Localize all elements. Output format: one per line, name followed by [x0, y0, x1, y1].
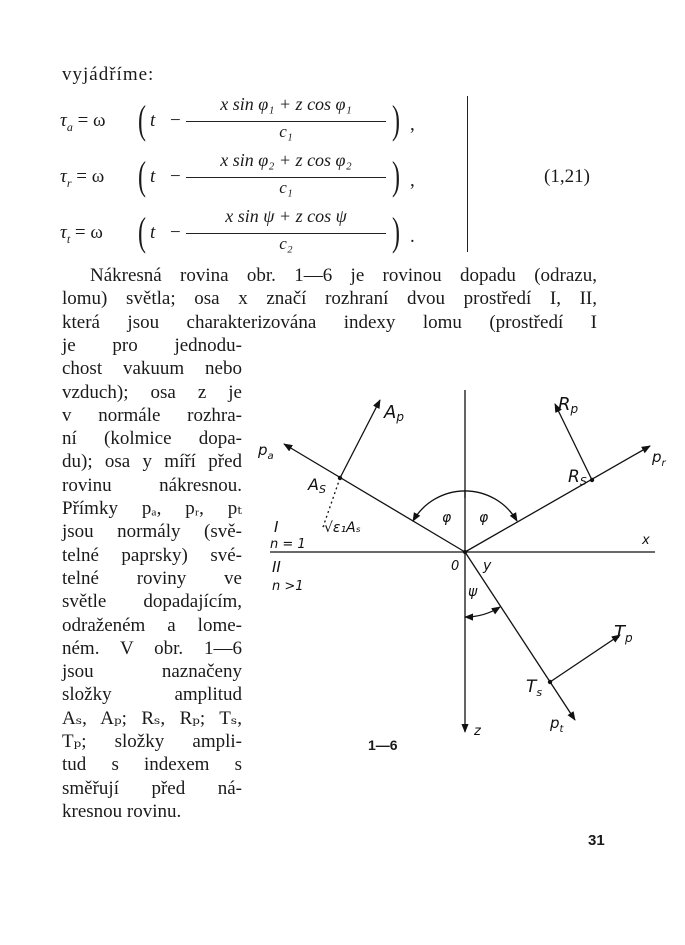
text-line: telné paprsky) své-	[62, 544, 242, 566]
tp-vector	[550, 635, 620, 682]
as-point	[338, 476, 342, 480]
text-line: kresnou rovinu.	[62, 800, 182, 822]
label-y: y	[483, 558, 492, 574]
eq-numerator: x sin φ₁ + z cos φ₁	[220, 94, 352, 114]
eq-minus: −	[170, 166, 181, 187]
label-rs: RS	[568, 467, 587, 488]
label-x: x	[642, 533, 650, 548]
equation-tau-r	[60, 150, 480, 200]
label-sqrt-eps-as: √ε₁Aₛ	[324, 520, 361, 536]
text-line: Tₚ; složky ampli-	[62, 731, 242, 753]
text-line: du); osa y míří před	[62, 451, 242, 473]
label-origin: 0	[451, 559, 460, 574]
equation-number: (1,21)	[544, 166, 590, 187]
angle-arc-psi	[465, 607, 500, 617]
equation-group-brace	[467, 96, 468, 252]
text-line: která jsou charakterizována indexy lomu (prostředí I	[62, 311, 597, 333]
eq-numerator: x sin ψ + z cos ψ	[225, 206, 347, 226]
eq-t: t	[150, 222, 156, 243]
eq-denominator: c₁	[279, 122, 293, 141]
text-line: Aₛ, Aₚ; Rₛ, Rₚ; Tₛ,	[62, 707, 242, 729]
paragraph-full	[62, 264, 597, 334]
open-paren: (	[138, 209, 146, 254]
label-medium-II: II	[272, 558, 281, 576]
eq-denominator: c₂	[279, 234, 293, 253]
eq-minus: −	[170, 110, 181, 131]
text-line: jsou naznačeny	[62, 661, 242, 683]
label-pt: $p_t$	[550, 714, 564, 735]
eq-denominator: c₁	[279, 178, 293, 197]
text-line: rovinu nákresnou.	[62, 474, 242, 496]
label-phi-right: φ	[479, 510, 489, 526]
eq-lhs: $\tau_a = \omega$	[60, 110, 106, 134]
close-paren: )	[392, 153, 400, 198]
figure-caption: 1—6	[368, 737, 398, 753]
eq-punct: ,	[410, 170, 415, 191]
label-pa: $p_a$	[258, 441, 274, 462]
text-line: ní (kolmice dopa-	[62, 428, 242, 450]
paragraph-column	[62, 334, 242, 823]
text-line: chost vakuum nebo	[62, 358, 242, 380]
open-paren: (	[138, 97, 146, 142]
eq-punct: .	[410, 226, 415, 247]
text-line: v normále rozhra-	[62, 404, 242, 426]
text-line: vzduch); osa z je	[62, 381, 242, 403]
text-line: složky amplitud	[62, 684, 242, 706]
equation-tau-t	[60, 206, 480, 256]
eq-lhs: $\tau_r = \omega$	[60, 166, 105, 190]
label-n1: n = 1	[270, 537, 306, 552]
ap-vector	[340, 400, 380, 478]
label-ap: Ap	[384, 402, 404, 424]
page-number: 31	[588, 832, 605, 849]
label-phi-left: φ	[442, 510, 452, 526]
label-pr: $p_r$	[652, 448, 666, 469]
label-tp: $T_p$	[614, 622, 633, 645]
label-as: AS	[308, 475, 326, 496]
text-line: světle dopadajícím,	[62, 591, 242, 613]
eq-t: t	[150, 110, 156, 131]
eq-punct: ,	[410, 114, 415, 135]
figure-refraction-diagram	[250, 380, 670, 740]
eq-lhs: $\tau_t = \omega$	[60, 222, 103, 246]
text-line: jsou normály (svě-	[62, 521, 242, 543]
text-line: lomu) světla; osa x značí rozhraní dvou prostředí I, II,	[62, 288, 597, 310]
label-n2: n >1	[272, 579, 304, 594]
close-paren: )	[392, 209, 400, 254]
transmitted-ray	[465, 552, 575, 720]
eq-minus: −	[170, 222, 181, 243]
text-line: tud s indexem s	[62, 754, 242, 776]
open-paren: (	[138, 153, 146, 198]
text-line: směřují před ná-	[62, 777, 242, 799]
text-line: Přímky pₐ, pᵣ, pₜ	[62, 498, 242, 520]
text-line: je pro jednodu-	[62, 335, 242, 356]
eq-t: t	[150, 166, 156, 187]
equation-tau-a	[60, 94, 480, 144]
text-line: telné roviny ve	[62, 567, 242, 589]
label-medium-I: I	[274, 518, 279, 536]
text-line: ném. V obr. 1—6	[62, 637, 242, 659]
text-line: Nákresná rovina obr. 1—6 je rovinou dopadu (odrazu,	[90, 265, 597, 286]
label-psi: ψ	[468, 584, 478, 600]
label-ts: $T_s$	[526, 677, 543, 699]
label-z: z	[474, 724, 481, 739]
origin-point	[463, 550, 467, 554]
rs-point	[590, 478, 594, 482]
eq-numerator: x sin φ₂ + z cos φ₂	[220, 150, 352, 170]
reflected-ray	[465, 446, 650, 552]
intro-text: vyjádříme:	[62, 64, 155, 85]
ts-point	[548, 680, 552, 684]
text-line: odraženém a lome-	[62, 614, 242, 636]
close-paren: )	[392, 97, 400, 142]
label-rp: Rp	[558, 394, 579, 416]
